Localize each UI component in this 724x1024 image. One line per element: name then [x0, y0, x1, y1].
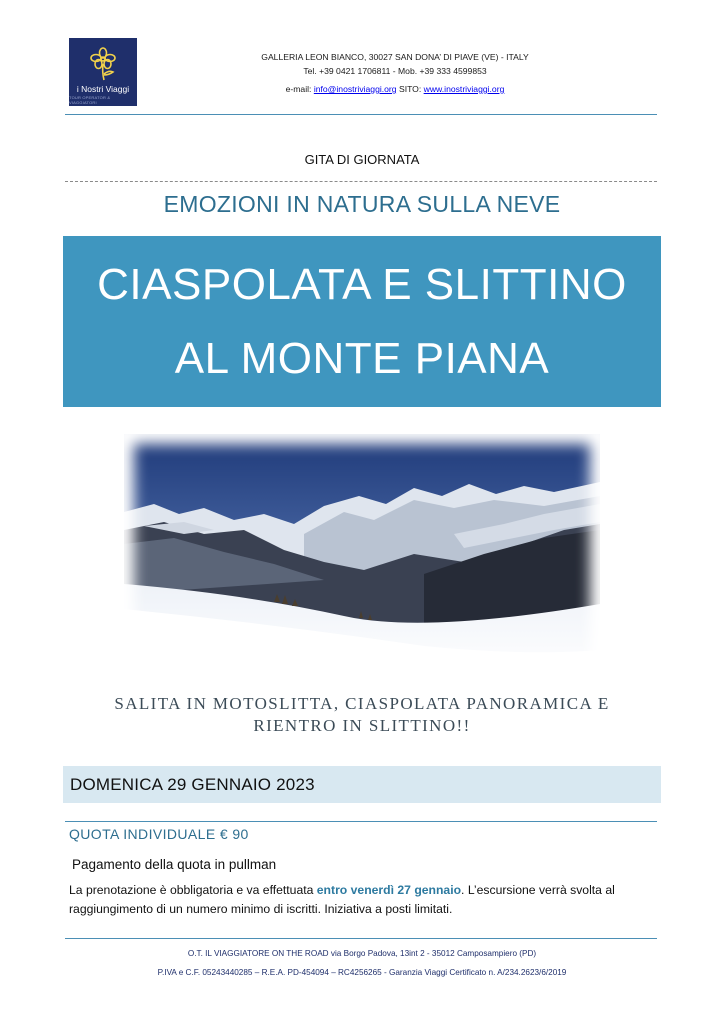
footer-company: O.T. IL VIAGGIATORE ON THE ROAD via Borgo Padova, 13int 2 - 35012 Camposampiero (PD)	[187, 949, 537, 958]
site-link[interactable]: www.inostriviaggi.org	[423, 84, 505, 94]
price-heading: QUOTA INDIVIDUALE € 90	[69, 826, 249, 842]
email-label: e-mail:	[285, 84, 314, 94]
booking-paragraph	[69, 881, 669, 919]
booking-deadline: entro venerdì 27 gennaio	[316, 883, 462, 897]
header-divider	[65, 114, 657, 115]
site-label: SITO:	[396, 84, 424, 94]
title-line-1: CIASPOLATA E SLITTINO	[97, 259, 627, 309]
subtitle-line-2: RIENTRO IN SLITTINO!!	[253, 716, 471, 735]
title-line-2: AL MONTE PIANA	[174, 333, 550, 383]
footer-legal: P.IVA e C.F. 05243440285 – R.E.A. PD-454094 – RC4256265 - Garanzia Viaggi Certificato n. A/234.2623/6/2019	[157, 968, 567, 977]
email-link[interactable]: info@inostriviaggi.org	[313, 84, 397, 94]
company-logo	[69, 38, 137, 106]
event-date: DOMENICA 29 GENNAIO 2023	[70, 774, 315, 794]
logo-tagline: TOUR OPERATOR & VIAGGIATORI	[69, 95, 111, 105]
flower-icon	[86, 46, 120, 82]
quota-divider	[65, 821, 657, 822]
event-subtitle	[80, 693, 644, 737]
title-banner	[63, 236, 661, 407]
event-date-bar	[63, 766, 661, 803]
footer-divider	[65, 938, 657, 939]
booking-text-end: . L’escursione verrà svolta al raggiungimento di un numero minimo di iscritti. Iniziativa a posti limitati.	[69, 883, 615, 916]
logo-name: i Nostri Viaggi	[76, 84, 130, 94]
header-address: GALLERIA LEON BIANCO, 30027 SAN DONA’ DI PIAVE (VE) - ITALY	[261, 52, 529, 62]
subtitle-line-1: SALITA IN MOTOSLITTA, CIASPOLATA PANORAMICA E	[114, 694, 610, 713]
event-category: GITA DI GIORNATA	[304, 152, 420, 167]
event-tagline: EMOZIONI IN NATURA SULLA NEVE	[163, 191, 561, 217]
header-contacts	[180, 84, 610, 94]
dashed-divider	[65, 181, 657, 182]
mountain-photo	[124, 434, 600, 678]
booking-text-start: La prenotazione è obbligatoria e va effettuata	[69, 883, 317, 897]
payment-note: Pagamento della quota in pullman	[72, 857, 277, 872]
header-phone: Tel. +39 0421 1706811 - Mob. +39 333 4599853	[303, 66, 487, 76]
